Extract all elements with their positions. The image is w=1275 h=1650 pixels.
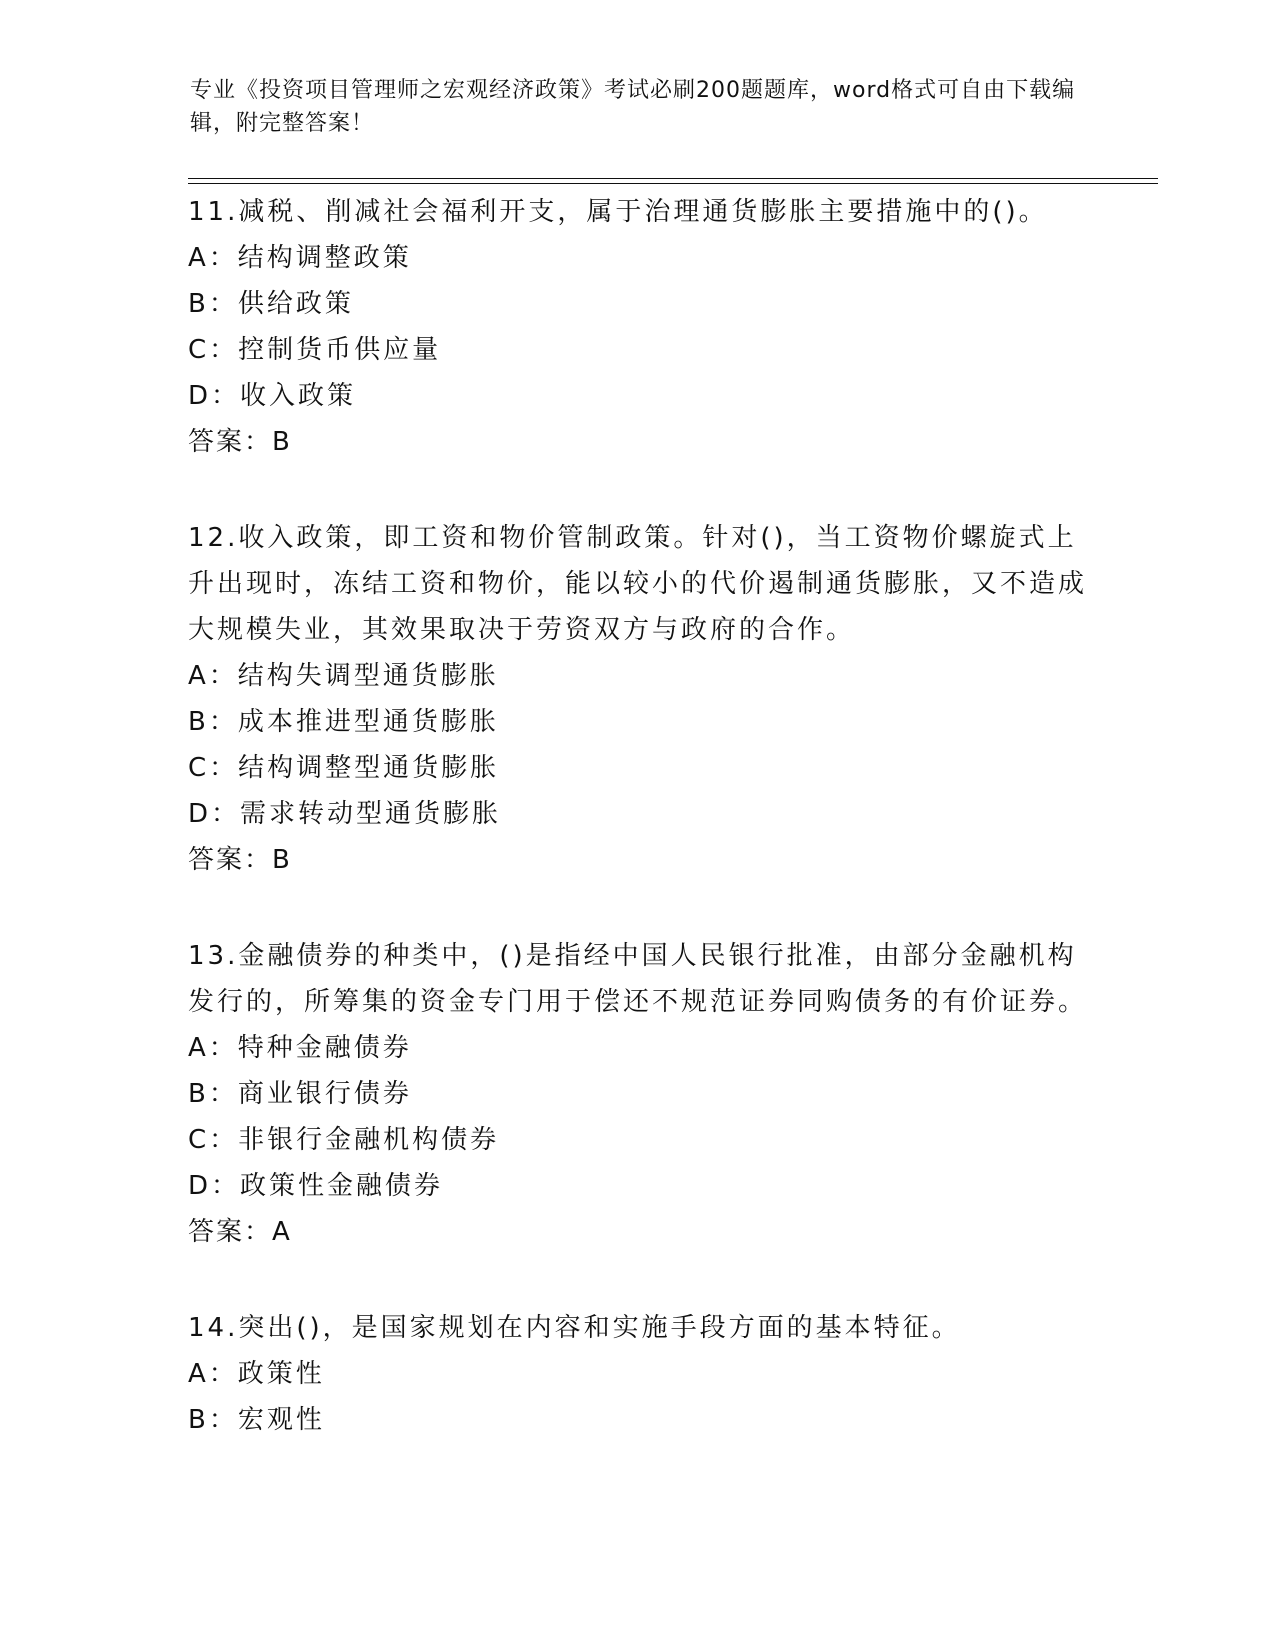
question-13 — [188, 933, 1088, 1255]
option-b: B：供给政策 — [188, 289, 354, 319]
question-text: 13.金融债券的种类中，()是指经中国人民银行批准，由部分金融机构发行的，所筹集的资金专门用于偿还不规范证券同购债务的有价证券。 — [188, 941, 1088, 1017]
question-12 — [188, 515, 1088, 883]
answer-label: 答案：B — [188, 427, 292, 457]
answer-label: 答案：A — [188, 1217, 292, 1247]
option-c: C：控制货币供应量 — [188, 335, 442, 365]
question-text: 12.收入政策，即工资和物价管制政策。针对()，当工资物价螺旋式上升出现时，冻结工资和物价，能以较小的代价遏制通货膨胀，又不造成大规模失业，其效果取决于劳资双方与政府的合作。 — [188, 523, 1088, 645]
option-a: A：结构调整政策 — [188, 243, 412, 273]
question-text: 11.减税、削减社会福利开支，属于治理通货膨胀主要措施中的()。 — [188, 197, 1048, 227]
option-a: A：政策性 — [188, 1359, 325, 1389]
option-b: B：商业银行债券 — [188, 1079, 412, 1109]
option-d: D：政策性金融债券 — [188, 1171, 444, 1201]
question-14 — [188, 1305, 1088, 1443]
option-a: A：特种金融债券 — [188, 1033, 412, 1063]
option-c: C：结构调整型通货膨胀 — [188, 753, 500, 783]
option-a: A：结构失调型通货膨胀 — [188, 661, 499, 691]
answer-label: 答案：B — [188, 845, 292, 875]
option-b: B：宏观性 — [188, 1405, 325, 1435]
document-header: 专业《投资项目管理师之宏观经济政策》考试必刷200题题库，word格式可自由下载编辑，附完整答案！ — [190, 78, 1076, 136]
header-divider-bottom — [188, 183, 1158, 184]
option-b: B：成本推进型通货膨胀 — [188, 707, 499, 737]
option-d: D：需求转动型通货膨胀 — [188, 799, 502, 829]
question-text: 14.突出()，是国家规划在内容和实施手段方面的基本特征。 — [188, 1313, 961, 1343]
question-list — [188, 189, 1088, 1493]
question-11 — [188, 189, 1088, 465]
option-c: C：非银行金融机构债券 — [188, 1125, 500, 1155]
header-divider-top — [188, 178, 1158, 179]
option-d: D：收入政策 — [188, 381, 357, 411]
